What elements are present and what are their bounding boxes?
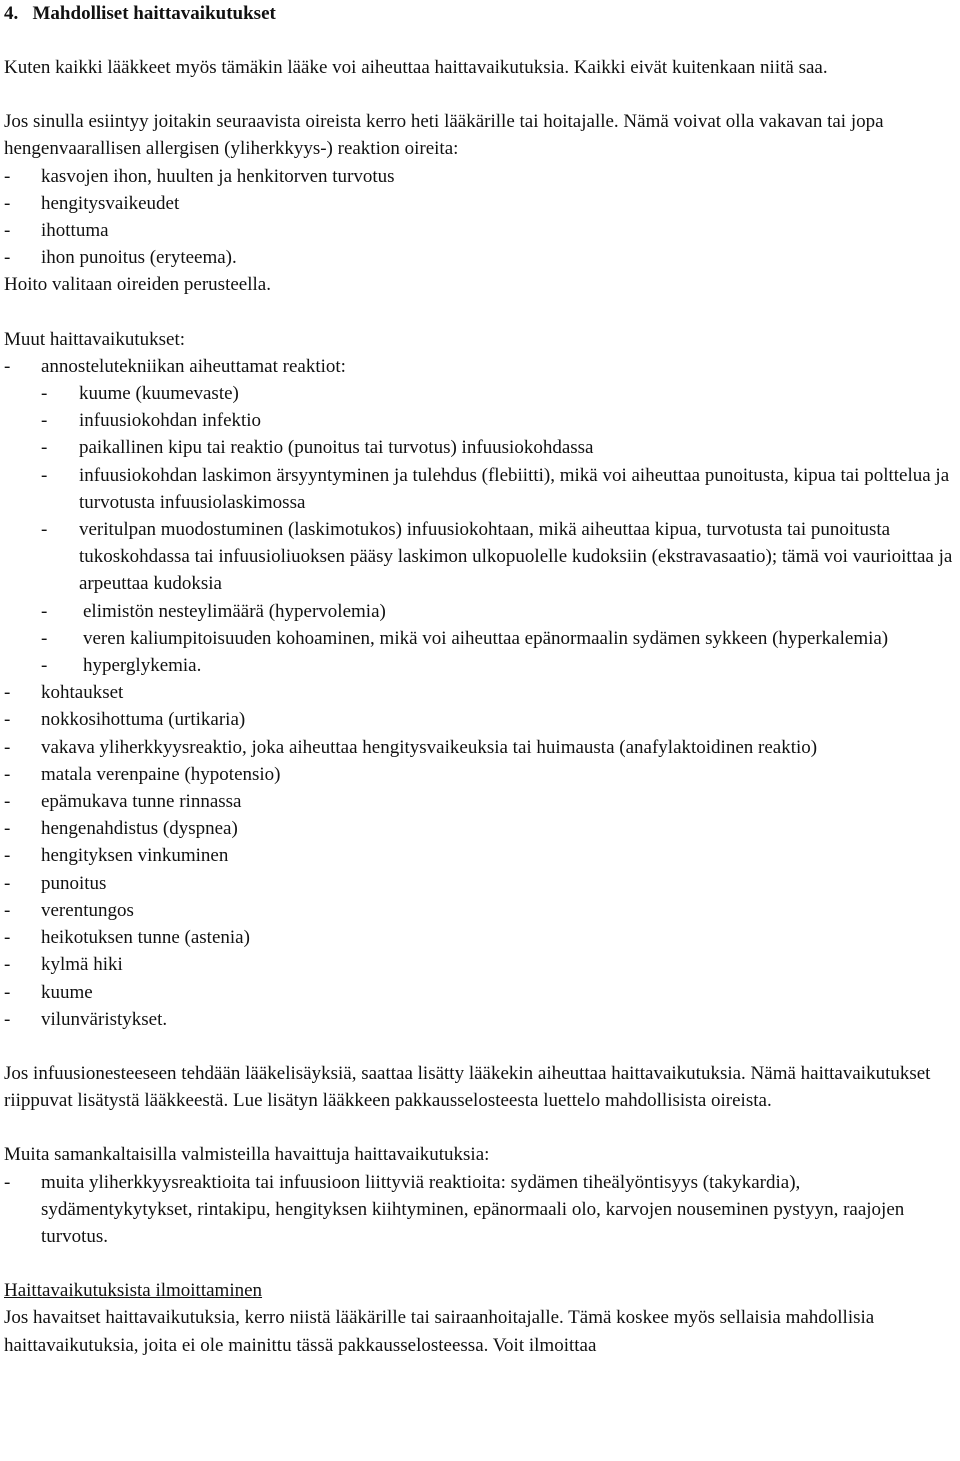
list-item: - heikotuksen tunne (astenia) <box>4 927 250 949</box>
list-item: - kohtaukset <box>4 682 124 704</box>
section-heading: 4. Mahdolliset haittavaikutukset <box>4 3 276 24</box>
allergy-list <box>4 163 956 272</box>
list-item: - hyperglykemia. <box>41 655 202 677</box>
list-item: - epämukava tunne rinnassa <box>4 791 242 813</box>
list-item: - matala verenpaine (hypotensio) <box>4 763 281 785</box>
other-effects-list <box>4 679 956 1033</box>
allergy-intro: Jos sinulla esiintyy joitakin seuraavista oireista kerro heti lääkärille tai hoitajalle. Nämä voivat olla vakavan tai jopa hengenvaarallisen allergisen (yliherkkyys-) reaktion oireita: <box>4 111 884 160</box>
list-item: - elimistön nesteylimäärä (hypervolemia) <box>41 600 386 622</box>
list-item: - hengityksen vinkuminen <box>4 845 229 867</box>
list-item: - vakava yliherkkyysreaktio, joka aiheuttaa hengitysvaikeuksia tai huimausta (anafylaktoidinen reaktio) <box>4 736 818 758</box>
list-item: - hengenahdistus (dyspnea) <box>4 818 238 840</box>
list-item: - punoitus <box>4 872 107 894</box>
list-item: - kuume <box>4 981 93 1003</box>
list-item: - infuusiokohdan infektio <box>41 410 262 432</box>
other-effects-title: Muut haittavaikutukset: <box>4 328 186 350</box>
admin-sublist <box>4 380 956 679</box>
list-item: - infuusiokohdan laskimon ärsyyntyminen ja tulehdus (flebiitti), mikä voi aiheuttaa punoitusta, kipua tai polttelua ja turvotusta infuusiolaskimossa <box>41 464 950 513</box>
list-item: - vilunväristykset. <box>4 1008 168 1030</box>
list-item: - annostelutekniikan aiheuttamat reaktiot: <box>4 355 346 377</box>
reporting-text: Jos havaitset haittavaikutuksia, kerro niistä lääkärille tai sairaanhoitajalle. Tämä koskee myös sellaisia mahdollisia haittavaikutuksia, joita ei ole mainittu tässä pakkausselosteessa. Voit ilmoittaa <box>4 1307 875 1356</box>
list-item: - kylmä hiki <box>4 954 123 976</box>
similar-effects-title: Muita samankaltaisilla valmisteilla havaittuja haittavaikutuksia: <box>4 1144 490 1166</box>
list-item: - muita yliherkkyysreaktioita tai infuusioon liittyviä reaktioita: sydämen tiheälyöntisyys (takykardia), sydämentykytykset, rintakipu, hengityksen kiihtyminen, epänormaali olo, karvojen nouseminen pystyyn, raajojen turvotus. <box>4 1171 905 1247</box>
list-item: - ihottuma <box>4 220 109 242</box>
reporting-title: Haittavaikutuksista ilmoittaminen <box>4 1280 263 1302</box>
treatment-note: Hoito valitaan oireiden perusteella. <box>4 274 271 296</box>
additives-paragraph: Jos infuusionesteeseen tehdään lääkelisäyksiä, saattaa lisätty lääkekin aiheuttaa haittavaikutuksia. Nämä haittavaikutukset riippuvat lisätystä lääkkeestä. Lue lisätyn lääkkeen pakkausselosteesta luettelo mahdollisista oireista. <box>4 1062 931 1112</box>
list-item: - paikallinen kipu tai reaktio (punoitus tai turvotus) infuusiokohdassa <box>41 437 594 459</box>
intro-paragraph: Kuten kaikki lääkkeet myös tämäkin lääke voi aiheuttaa haittavaikutuksia. Kaikki eivät kuitenkaan niitä saa. <box>4 57 828 78</box>
list-item: - hengitysvaikeudet <box>4 192 180 214</box>
list-item: - ihon punoitus (eryteema). <box>4 247 237 269</box>
list-item: - veritulpan muodostuminen (laskimotukos) infuusiokohtaan, mikä aiheuttaa kipua, turvotusta tai punoitusta tukoskohdassa tai infuusioliuoksen pääsy laskimon ulkopuolelle kudoksiin (ekstravasaatio); tämä voi vaurioittaa ja arpeuttaa kudoksia <box>41 519 953 595</box>
list-item: - kuume (kuumevaste) <box>41 383 239 405</box>
list-item: - kasvojen ihon, huulten ja henkitorven turvotus <box>4 165 395 187</box>
list-item: - verentungos <box>4 899 134 921</box>
document <box>4 0 956 1359</box>
list-item: - veren kaliumpitoisuuden kohoaminen, mikä voi aiheuttaa epänormaalin sydämen sykkeen (hyperkalemia) <box>41 627 889 649</box>
list-item: - nokkosihottuma (urtikaria) <box>4 709 246 731</box>
